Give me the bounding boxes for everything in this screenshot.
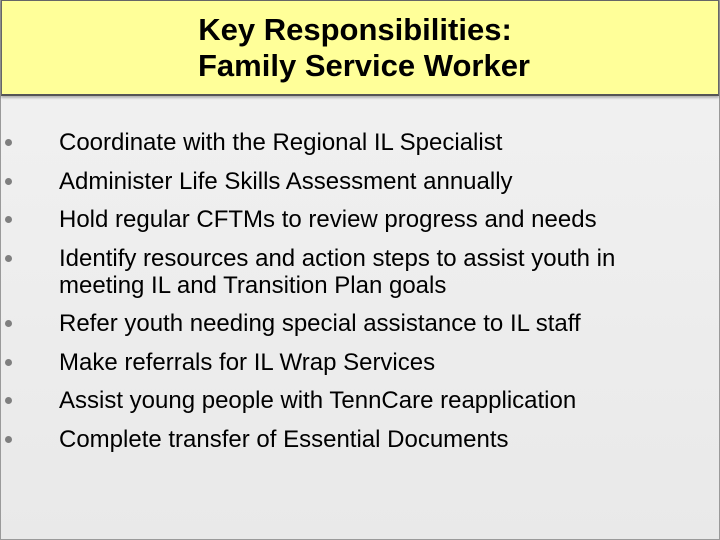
- bullet-item: [1, 387, 719, 414]
- bullet-item: [1, 168, 719, 195]
- bullet-text: Assist young people with TennCare reapplication: [59, 387, 577, 414]
- bullet-dot-icon: [5, 216, 12, 223]
- bullet-dot-icon: [5, 320, 12, 327]
- bullet-item: [1, 245, 699, 299]
- bullet-text: Refer youth needing special assistance to IL staff: [59, 310, 581, 337]
- bullet-dot-icon: [5, 255, 12, 262]
- bullet-item: [1, 129, 719, 156]
- bullet-dot-icon: [5, 139, 12, 146]
- bullet-dot-icon: [5, 436, 12, 443]
- bullet-item: [1, 310, 719, 337]
- bullet-dot-icon: [5, 397, 12, 404]
- bullet-text: Hold regular CFTMs to review progress and needs: [59, 206, 597, 233]
- bullet-dot-icon: [5, 178, 12, 185]
- bullet-text: Identify resources and action steps to assist youth in meeting IL and Transition Plan goals: [59, 244, 616, 299]
- title-bar: [1, 0, 719, 96]
- bullet-dot-icon: [5, 359, 12, 366]
- bullet-text: Make referrals for IL Wrap Services: [59, 348, 436, 376]
- bullet-item: [1, 426, 719, 453]
- bullet-text: Complete transfer of Essential Documents: [59, 425, 509, 453]
- bullet-text: Coordinate with the Regional IL Specialist: [59, 129, 503, 156]
- bullet-list: [1, 129, 719, 464]
- bullet-item: [1, 206, 719, 233]
- slide-title-line-2: Family Service Worker: [198, 47, 530, 83]
- bullet-item: [1, 349, 719, 376]
- slide-title-line-1: Key Responsibilities:: [198, 11, 512, 47]
- bullet-text: Administer Life Skills Assessment annually: [59, 167, 513, 195]
